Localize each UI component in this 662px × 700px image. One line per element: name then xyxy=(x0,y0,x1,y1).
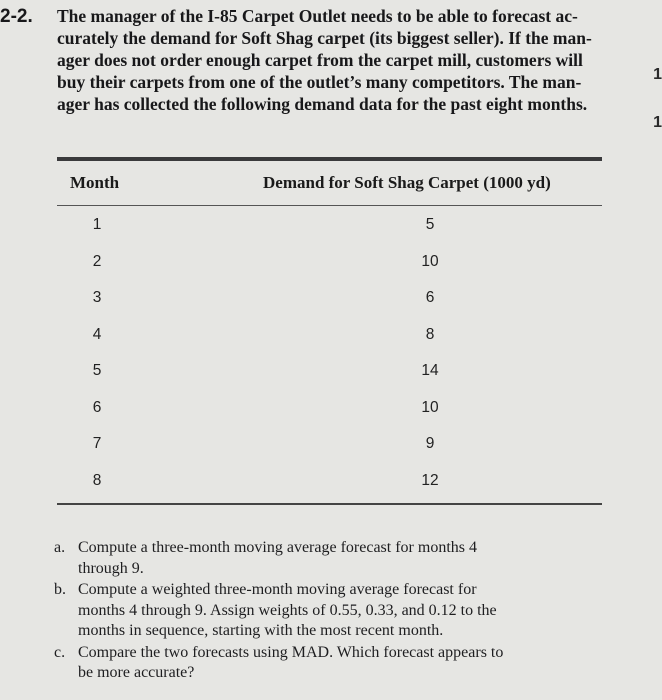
margin-page-mark: 1 xyxy=(653,114,662,131)
question-line: months 4 through 9. Assign weights of 0.55, 0.33, and 0.12 to the xyxy=(78,601,497,619)
question-list xyxy=(54,538,599,685)
question-letter: c. xyxy=(54,643,66,661)
problem-line: The manager of the I-85 Carpet Outlet needs to be able to forecast ac- xyxy=(57,6,578,26)
demand-table-body xyxy=(0,212,662,504)
question-line: through 9. xyxy=(78,559,144,577)
question-c xyxy=(54,643,599,684)
demand-cell: 6 xyxy=(425,289,435,306)
problem-line: curately the demand for Soft Shag carpet (its biggest seller). If the man- xyxy=(57,28,592,48)
problem-line: ager has collected the following demand data for the past eight months. xyxy=(57,94,588,114)
demand-cell: 5 xyxy=(425,216,435,233)
question-line: Compare the two forecasts using MAD. Which forecast appears to xyxy=(78,643,504,661)
month-cell: 4 xyxy=(92,325,102,343)
question-b xyxy=(54,580,599,642)
table-header-rule xyxy=(57,205,602,206)
demand-cell: 10 xyxy=(421,398,439,416)
question-line: be more accurate? xyxy=(78,664,195,681)
table-row xyxy=(0,285,662,322)
problem-statement xyxy=(57,5,617,115)
table-row xyxy=(0,395,662,432)
column-header-month: Month xyxy=(70,173,120,192)
month-cell: 1 xyxy=(92,216,102,233)
month-cell: 7 xyxy=(92,435,102,452)
table-row xyxy=(0,322,662,359)
month-cell: 6 xyxy=(92,398,102,416)
table-row xyxy=(0,249,662,286)
question-line: months in sequence, starting with the most recent month. xyxy=(78,622,444,639)
table-row xyxy=(0,358,662,395)
month-cell: 2 xyxy=(92,252,102,270)
column-header-demand: Demand for Soft Shag Carpet (1000 yd) xyxy=(263,173,551,192)
problem-line: ager does not order enough carpet from the carpet mill, customers will xyxy=(57,50,583,70)
problem-number: 2-2. xyxy=(0,6,33,27)
question-letter: b. xyxy=(54,581,66,598)
question-a xyxy=(54,538,599,579)
month-cell: 3 xyxy=(92,289,102,306)
demand-cell: 12 xyxy=(421,471,439,489)
table-row xyxy=(0,468,662,505)
question-line: Compute a weighted three-month moving average forecast for xyxy=(78,581,477,598)
table-row xyxy=(0,212,662,249)
question-line: Compute a three-month moving average forecast for months 4 xyxy=(78,539,477,556)
problem-line: buy their carpets from one of the outlet’s many competitors. The man- xyxy=(57,72,582,92)
month-cell: 8 xyxy=(92,471,102,489)
demand-cell: 10 xyxy=(421,252,439,270)
table-row xyxy=(0,431,662,468)
month-cell: 5 xyxy=(92,362,102,379)
demand-cell: 9 xyxy=(425,435,435,452)
table-bottom-rule xyxy=(57,503,602,505)
question-letter: a. xyxy=(54,539,66,556)
table-top-rule xyxy=(57,157,602,161)
demand-cell: 8 xyxy=(425,325,435,343)
margin-page-mark: 1 xyxy=(653,66,662,83)
demand-cell: 14 xyxy=(421,362,439,379)
